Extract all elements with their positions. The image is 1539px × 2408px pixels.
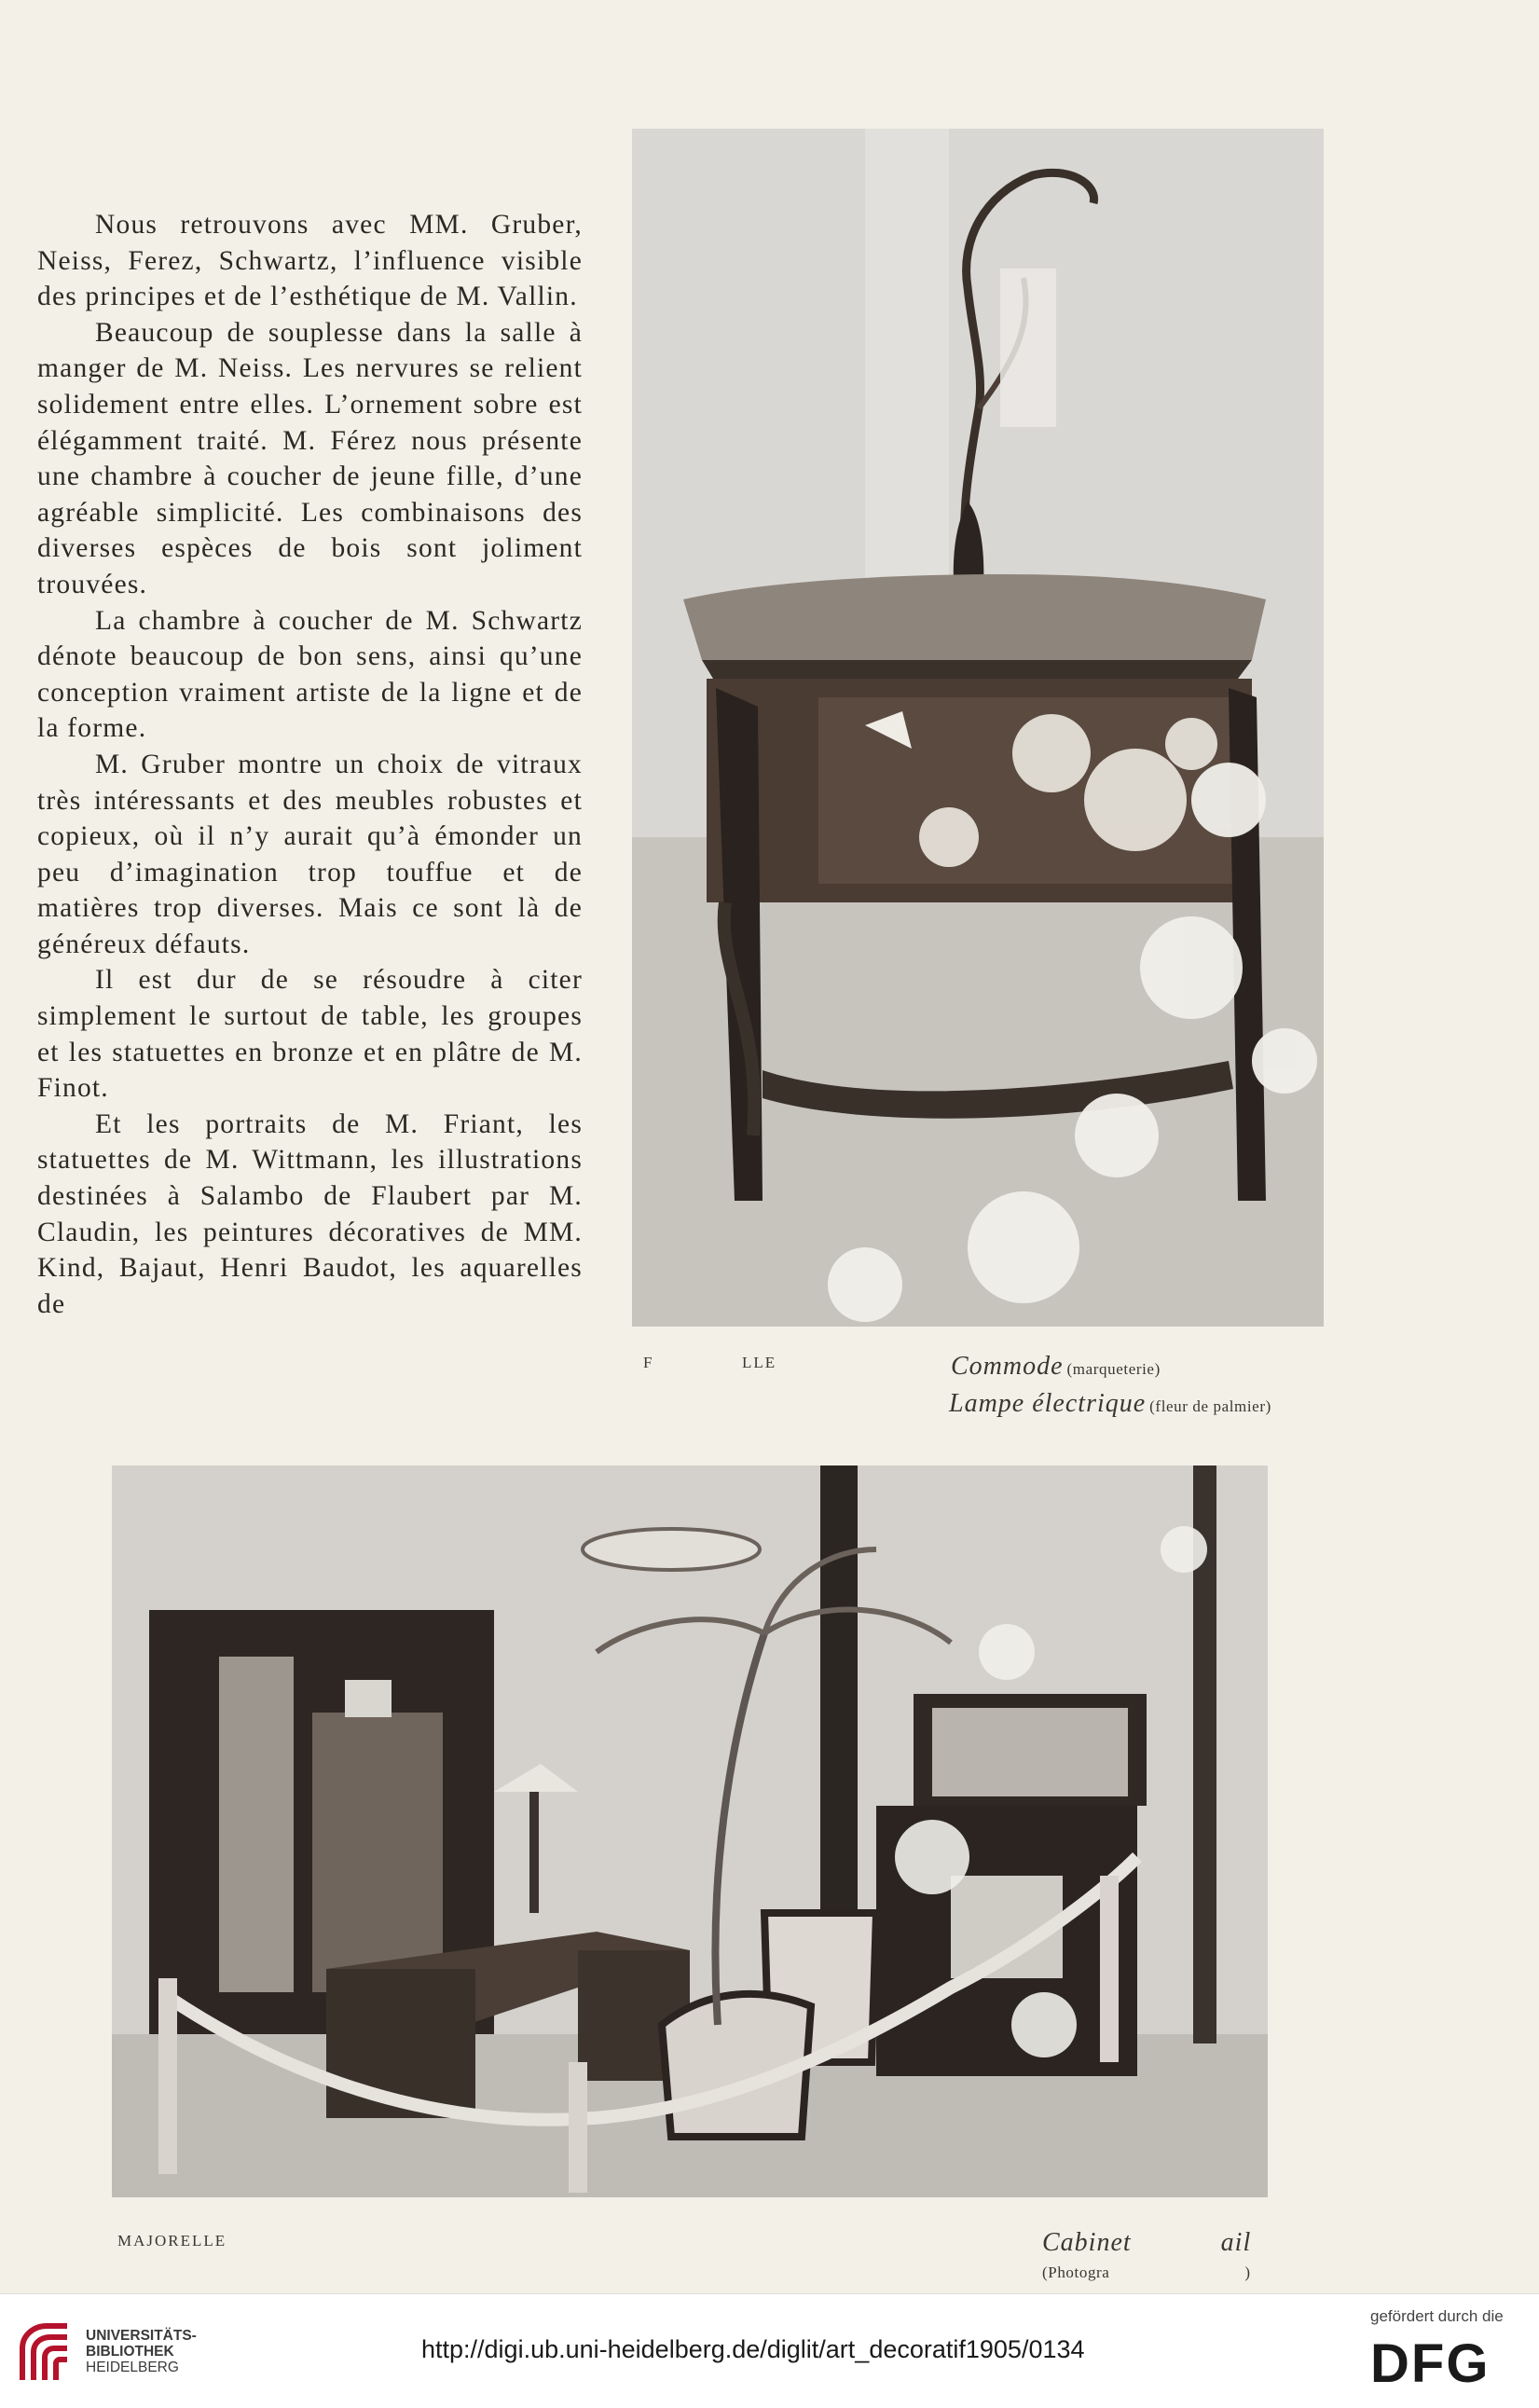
top-photo-credit-right: LLE — [742, 1354, 777, 1371]
commode-illustration — [632, 129, 1324, 1327]
commode-photograph — [632, 129, 1324, 1327]
caption-title: Lampe électrique — [949, 1389, 1147, 1418]
library-name-line: UNIVERSITÄTS- — [86, 2328, 197, 2344]
dfg-logo-icon — [1370, 2335, 1521, 2389]
caption-title: ail — [1220, 2228, 1252, 2257]
top-photo-caption-line2 — [949, 1389, 1271, 1419]
top-photo-credit-left: F — [643, 1354, 654, 1371]
caption-title: Commode — [951, 1352, 1064, 1381]
funding-note: gefördert durch die — [1370, 2307, 1504, 2325]
library-name-line: HEIDELBERG — [86, 2360, 179, 2375]
paragraph: Il est dur de se résoudre à citer simplement le surtout de table, les groupes et les statuettes en bronze et en plâtre de M. Finot. — [37, 965, 583, 1104]
top-photo-caption-line1 — [951, 1352, 1161, 1382]
bottom-photo-caption-title — [1042, 2228, 1251, 2258]
library-name-line: BIBLIOTHEK — [86, 2344, 174, 2360]
paragraph: Nous retrouvons avec MM. Gruber, Neiss, Ferez, Schwartz, l’influence visible des principes et de l’esthétique de M. Vallin. — [37, 210, 583, 312]
library-name — [86, 2328, 197, 2375]
cabinet-illustration — [112, 1465, 1268, 2197]
cabinet-photograph — [112, 1465, 1268, 2197]
caption-note: (fleur de palmier) — [1149, 1397, 1271, 1415]
permalink-url[interactable]: http://digi.ub.uni-heidelberg.de/diglit/art_decoratif1905/0134 — [421, 2335, 1085, 2363]
paragraph: M. Gruber montre un choix de vitraux très intéressants et des meubles robustes et copieux, où il n’y aurait qu’à émonder un peu d’imagination trop touffue et de matières trop diverses. Mais ce sont là de généreux défauts. — [37, 749, 583, 959]
bottom-photo-credit: MAJORELLE — [117, 2232, 227, 2250]
caption-note: ) — [1244, 2264, 1251, 2281]
paragraph: Beaucoup de souplesse dans la salle à manger de M. Neiss. Les nervures se relient solidement entre elles. L’ornement sobre est élégamment traité. M. Férez nous présente une chambre à coucher de jeune fille, d’une agréable simplicité. Les combinaisons des diverses espèces de bois sont joliment trouvées. — [37, 317, 583, 599]
article-text-column — [37, 207, 583, 1322]
bottom-photo-caption-note — [1042, 2264, 1251, 2282]
caption-note: (marqueterie) — [1066, 1360, 1161, 1378]
caption-title: Cabinet — [1042, 2228, 1132, 2257]
dfg-logo-text: DFG — [1370, 2335, 1491, 2389]
caption-note: (Photogra — [1042, 2264, 1110, 2281]
viewer-footer — [0, 2293, 1539, 2408]
university-library-logo-icon — [15, 2315, 75, 2389]
paragraph: Et les portraits de M. Friant, les statuettes de M. Wittmann, les illustrations destinées à Salambo de Flaubert par M. Claudin, les peintures décoratives de MM. Kind, Bajaut, Henri Baudot, les aquarelles de — [37, 1108, 583, 1319]
paragraph: La chambre à coucher de M. Schwartz dénote beaucoup de bon sens, ainsi qu’une conception vraiment artiste de la ligne et de la forme. — [37, 605, 583, 744]
